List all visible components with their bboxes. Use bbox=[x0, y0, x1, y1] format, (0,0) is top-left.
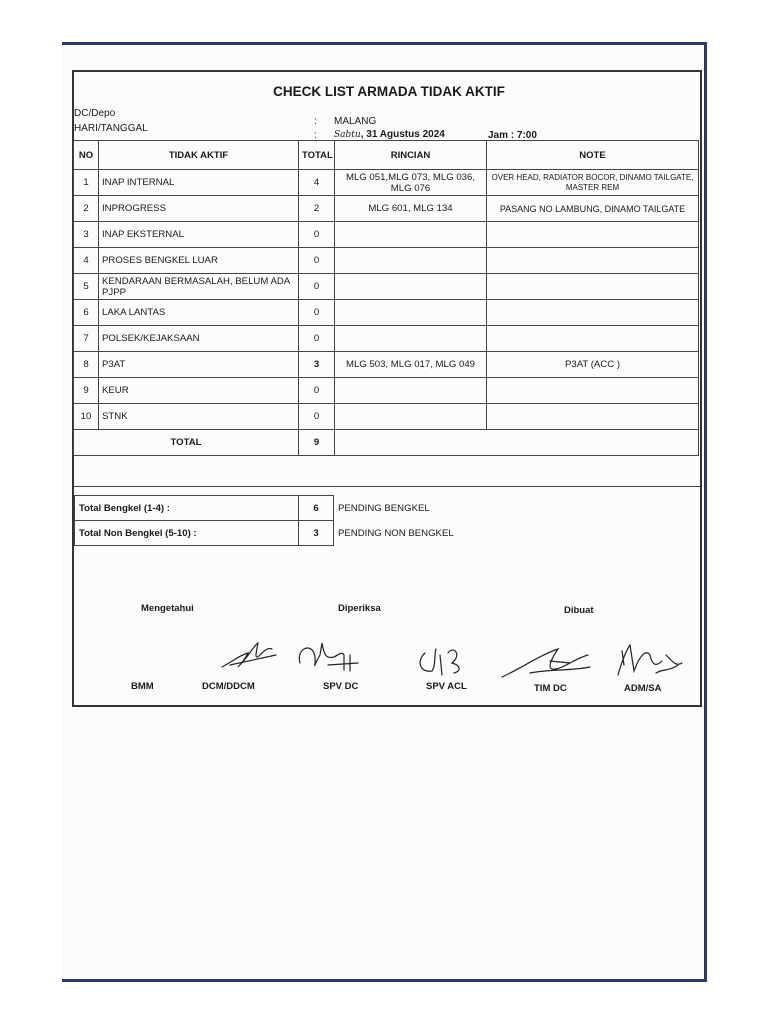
sig-dibuat: Dibuat bbox=[564, 605, 594, 616]
row-note: PASANG NO LAMBUNG, DINAMO TAILGATE bbox=[487, 196, 699, 222]
row-rincian: MLG 601, MLG 134 bbox=[335, 196, 487, 222]
table-row bbox=[74, 300, 699, 326]
row-rincian bbox=[335, 378, 487, 404]
col-note: NOTE bbox=[487, 141, 699, 170]
row-no: 7 bbox=[74, 326, 99, 352]
row-total: 0 bbox=[299, 248, 335, 274]
row-no: 8 bbox=[74, 352, 99, 378]
time-value: Jam : 7:00 bbox=[488, 130, 537, 141]
row-rincian: MLG 503, MLG 017, MLG 049 bbox=[335, 352, 487, 378]
row-note bbox=[487, 300, 699, 326]
signature-adm bbox=[618, 645, 682, 675]
row-total: 0 bbox=[299, 300, 335, 326]
date-value: , 31 Agustus 2024 bbox=[360, 129, 445, 140]
row-no: 1 bbox=[74, 170, 99, 196]
date-day: Sabtu bbox=[334, 130, 361, 140]
table-row bbox=[74, 196, 699, 222]
col-total: TOTAL bbox=[299, 141, 335, 170]
row-no: 9 bbox=[74, 378, 99, 404]
summary-note: PENDING BENGKEL bbox=[338, 502, 430, 514]
sig-diperiksa: Diperiksa bbox=[338, 603, 381, 614]
row-rincian bbox=[335, 326, 487, 352]
row-no: 5 bbox=[74, 274, 99, 300]
col-tidak-aktif: TIDAK AKTIF bbox=[99, 141, 299, 170]
sig-mengetahui: Mengetahui bbox=[141, 603, 194, 614]
col-no: NO bbox=[74, 141, 99, 170]
summary-row bbox=[75, 521, 503, 546]
table-row bbox=[74, 222, 699, 248]
row-no: 3 bbox=[74, 222, 99, 248]
depo-label: DC/Depo bbox=[74, 108, 116, 119]
summary-label: Total Bengkel (1-4) : bbox=[75, 496, 299, 521]
summary-value: 6 bbox=[299, 496, 334, 521]
depo-value: MALANG bbox=[334, 116, 377, 127]
table-row bbox=[74, 352, 699, 378]
row-total: 0 bbox=[299, 326, 335, 352]
row-item: P3AT bbox=[99, 352, 299, 378]
row-item: LAKA LANTAS bbox=[99, 300, 299, 326]
row-item: KENDARAAN BERMASALAH, BELUM ADA PJPP bbox=[99, 274, 299, 300]
row-total: 3 bbox=[299, 352, 335, 378]
page-title: CHECK LIST ARMADA TIDAK AKTIF bbox=[273, 84, 505, 99]
row-no: 4 bbox=[74, 248, 99, 274]
row-note: OVER HEAD, RADIATOR BOCOR, DINAMO TAILGATE, MASTER REM bbox=[487, 170, 699, 196]
row-no: 2 bbox=[74, 196, 99, 222]
summary-table bbox=[74, 495, 503, 546]
signature-tim-dc bbox=[502, 649, 590, 677]
table-row bbox=[74, 404, 699, 430]
table-row bbox=[74, 326, 699, 352]
row-note bbox=[487, 326, 699, 352]
row-note bbox=[487, 222, 699, 248]
row-note bbox=[487, 404, 699, 430]
divider bbox=[73, 486, 700, 487]
row-total: 4 bbox=[299, 170, 335, 196]
total-value: 9 bbox=[299, 430, 335, 456]
row-no: 10 bbox=[74, 404, 99, 430]
row-rincian bbox=[335, 248, 487, 274]
total-empty bbox=[335, 430, 699, 456]
row-total: 2 bbox=[299, 196, 335, 222]
row-item: STNK bbox=[99, 404, 299, 430]
row-item: INPROGRESS bbox=[99, 196, 299, 222]
table-row bbox=[74, 170, 699, 196]
row-total: 0 bbox=[299, 404, 335, 430]
row-note bbox=[487, 248, 699, 274]
summary-note: PENDING NON BENGKEL bbox=[338, 527, 454, 539]
role-adm-sa: ADM/SA bbox=[624, 683, 662, 694]
role-dcm-ddcm: DCM/DDCM bbox=[202, 681, 255, 692]
row-rincian: MLG 051,MLG 073, MLG 036, MLG 076 bbox=[335, 170, 487, 196]
row-rincian bbox=[335, 404, 487, 430]
table-row bbox=[74, 248, 699, 274]
table-row bbox=[74, 274, 699, 300]
role-tim-dc: TIM DC bbox=[534, 683, 567, 694]
row-no: 6 bbox=[74, 300, 99, 326]
table-row bbox=[74, 378, 699, 404]
signature-spv-acl bbox=[420, 649, 459, 675]
role-bmm: BMM bbox=[131, 681, 154, 692]
row-total: 0 bbox=[299, 222, 335, 248]
date-label: HARI/TANGGAL bbox=[74, 123, 148, 134]
row-item: INAP EKSTERNAL bbox=[99, 222, 299, 248]
summary-row bbox=[75, 496, 503, 521]
row-rincian bbox=[335, 222, 487, 248]
row-rincian bbox=[335, 274, 487, 300]
row-item: INAP INTERNAL bbox=[99, 170, 299, 196]
depo-separator: : bbox=[314, 116, 317, 127]
row-item: POLSEK/KEJAKSAAN bbox=[99, 326, 299, 352]
row-item: PROSES BENGKEL LUAR bbox=[99, 248, 299, 274]
col-rincian: RINCIAN bbox=[335, 141, 487, 170]
row-note bbox=[487, 378, 699, 404]
row-note: P3AT (ACC ) bbox=[487, 352, 699, 378]
table-total-row bbox=[74, 430, 699, 456]
row-item: KEUR bbox=[99, 378, 299, 404]
checklist-table bbox=[73, 140, 699, 456]
role-spv-dc: SPV DC bbox=[323, 681, 359, 692]
row-note bbox=[487, 274, 699, 300]
signature-dcm bbox=[222, 643, 276, 667]
role-spv-acl: SPV ACL bbox=[426, 681, 467, 692]
table-header-row bbox=[74, 141, 699, 170]
date-separator: : bbox=[314, 130, 317, 141]
total-label: TOTAL bbox=[74, 430, 299, 456]
summary-label: Total Non Bengkel (5-10) : bbox=[75, 521, 299, 546]
row-rincian bbox=[335, 300, 487, 326]
summary-value: 3 bbox=[299, 521, 334, 546]
row-total: 0 bbox=[299, 378, 335, 404]
signature-spv-dc bbox=[299, 643, 358, 671]
row-total: 0 bbox=[299, 274, 335, 300]
